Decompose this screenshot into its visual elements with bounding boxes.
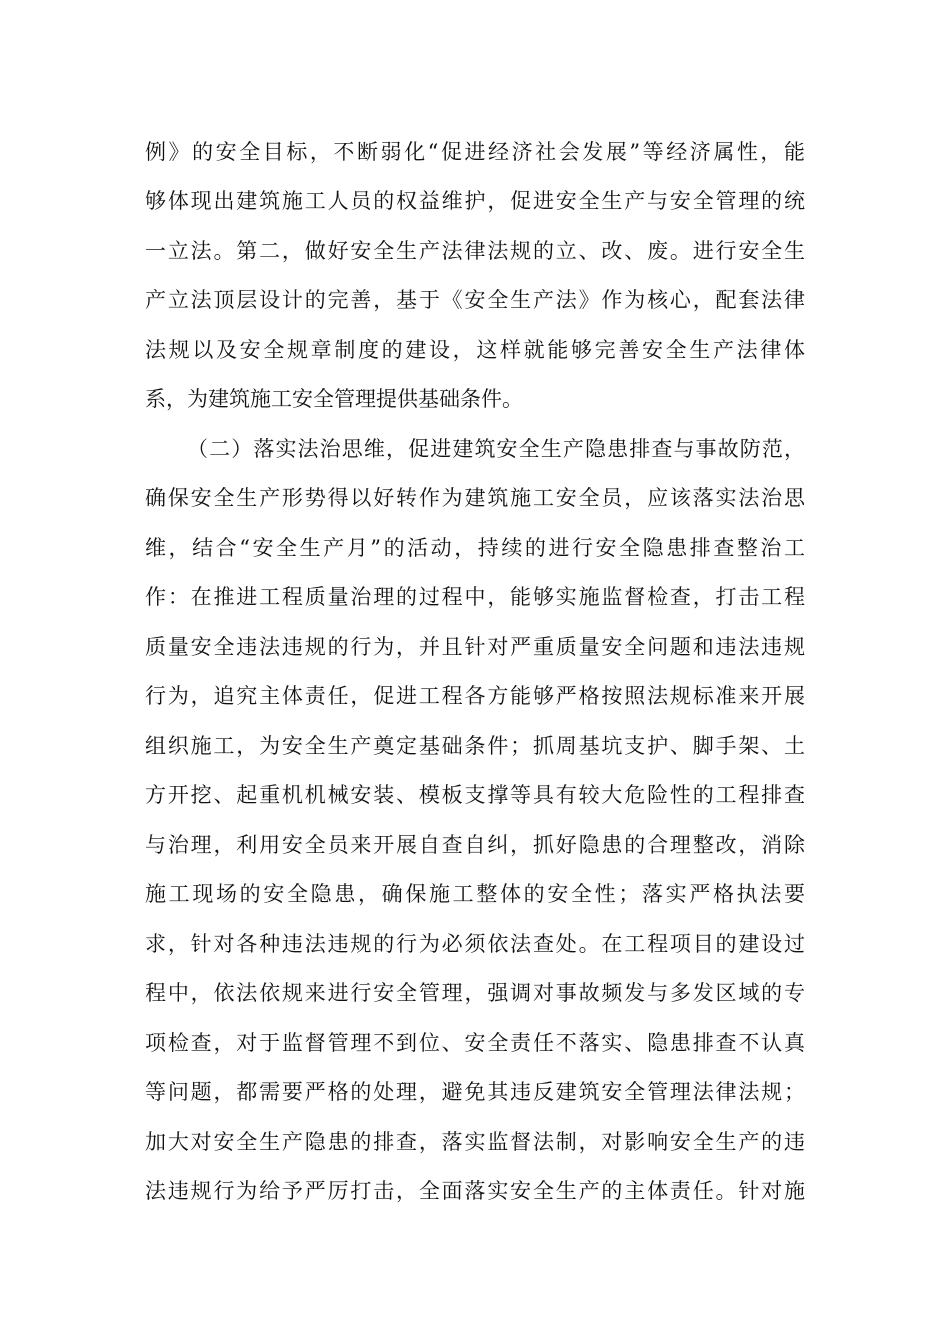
section-heading-line: （二）落实法治思维，促进建筑安全生产隐患排查与事故防范， — [187, 437, 805, 461]
text-line: 产立法顶层设计的完善，基于《安全生产法》作为核心，配套法律 — [145, 288, 805, 312]
text-line: 行为，追究主体责任，促进工程各方能够严格按照法规标准来开展 — [145, 684, 805, 708]
text-line: 求，针对各种违法违规的行为必须依法查处。在工程项目的建设过 — [145, 932, 805, 956]
text-line: 一立法。第二，做好安全生产法律法规的立、改、废。进行安全生 — [145, 239, 805, 263]
text-line: 施工现场的安全隐患，确保施工整体的安全性；落实严格执法要 — [145, 882, 805, 906]
text-line: 加大对安全生产隐患的排查，落实监督法制，对影响安全生产的违 — [145, 1130, 805, 1154]
text-line: 项检查，对于监督管理不到位、安全责任不落实、隐患排查不认真 — [145, 1031, 805, 1055]
text-line: 等问题，都需要严格的处理，避免其违反建筑安全管理法律法规； — [145, 1080, 805, 1104]
text-line: 系，为建筑施工安全管理提供基础条件。 — [145, 387, 523, 411]
text-line: 例》的安全目标，不断弱化“促进经济社会发展”等经济属性，能 — [145, 140, 805, 164]
text-line: 维，结合“安全生产月”的活动，持续的进行安全隐患排查整治工 — [145, 536, 805, 560]
text-line: 够体现出建筑施工人员的权益维护，促进安全生产与安全管理的统 — [145, 189, 805, 213]
text-line: 与治理，利用安全员来开展自查自纠，抓好隐患的合理整改，消除 — [145, 833, 805, 857]
text-line: 法规以及安全规章制度的建设，这样就能够完善安全生产法律体 — [145, 338, 805, 362]
text-line: 法违规行为给予严厉打击，全面落实安全生产的主体责任。针对施 — [145, 1179, 805, 1203]
text-line: 方开挖、起重机机械安装、模板支撑等具有较大危险性的工程排查 — [145, 783, 805, 807]
text-line: 组织施工，为安全生产奠定基础条件；抓周基坑支护、脚手架、土 — [145, 734, 805, 758]
text-line: 程中，依法依规来进行安全管理，强调对事故频发与多发区域的专 — [145, 981, 805, 1005]
text-line: 质量安全违法违规的行为，并且针对严重质量安全问题和违法违规 — [145, 635, 805, 659]
text-line: 确保安全生产形势得以好转作为建筑施工安全员，应该落实法治思 — [145, 486, 805, 510]
text-line: 作：在推进工程质量治理的过程中，能够实施监督检查，打击工程 — [145, 585, 805, 609]
